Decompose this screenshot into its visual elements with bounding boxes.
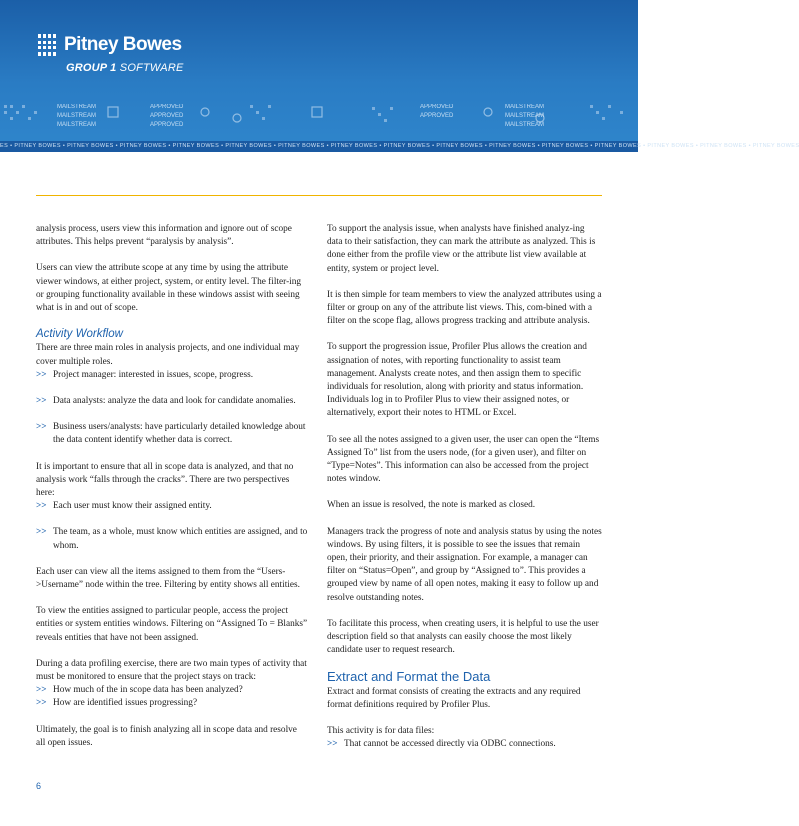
paragraph: To facilitate this process, when creating users, it is helpful to use the user description field so that analysts can easily choose the most likely candidate user to request research.: [327, 618, 599, 656]
bullet-arrow-icon: >>: [36, 685, 47, 696]
group1-software-label: [66, 62, 184, 74]
pattern-word: APPROVED: [150, 104, 184, 110]
list-item-text: Each user must know their assigned entity.: [53, 501, 212, 512]
bullet-arrow-icon: >>: [36, 396, 47, 407]
pattern-word: APPROVED: [150, 113, 184, 119]
pattern-word: APPROVED: [150, 122, 184, 128]
list-item: [36, 526, 308, 552]
list-item: [36, 500, 308, 513]
group-label: GROUP 1: [66, 62, 117, 74]
paragraph: To see all the notes assigned to a given user, the user can open the “Items Assigned To” list from the users node, (for a given user), and filter on “Type=Notes”. This information can also be accessed from the project notes window.: [327, 434, 600, 485]
paragraph: Extract and format consists of creating the extracts and any required format definitions required by Profiler Plus.: [327, 686, 581, 710]
pattern-word: MAILSTREAM: [57, 113, 97, 119]
paragraph: To support the analysis issue, when analysts have finished analyz-ing data to their satisfaction, they can mark the attribute as analyzed. This is done either from the profile view or the attribute list view available at entity, system or project level.: [327, 224, 596, 274]
list-item: [36, 369, 308, 382]
list-item: [36, 697, 308, 710]
pitney-bowes-logo: [36, 34, 182, 56]
list-item-text: That cannot be accessed directly via ODBC connections.: [344, 739, 556, 750]
paragraph: Ultimately, the goal is to finish analyzing all in scope data and resolve all open issues.: [36, 724, 297, 748]
list-item: [36, 395, 308, 408]
pattern-word: MAILSTREAM: [57, 104, 97, 110]
paragraph: Users can view the attribute scope at any time by using the attribute viewer windows, at either project, system, or entity level. The filter-ing or grouping functionality available in these windows assist with seeing what is in and out of scope.: [36, 263, 302, 314]
paragraph: analysis process, users view this information and ignore out of scope attributes. This helps prevent “paralysis by analysis”.: [36, 224, 292, 248]
paragraph: There are three main roles in analysis projects, and one individual may cover multiple roles.: [36, 343, 300, 367]
list-item-text: The team, as a whole, must know which entities are assigned, and to whom.: [53, 527, 308, 551]
mailstream-pattern: [0, 97, 638, 141]
brand-name: Pitney Bowes: [64, 34, 182, 55]
left-column: [36, 223, 308, 763]
pattern-word: MAILSTREAM: [505, 104, 545, 110]
bullet-arrow-icon: >>: [36, 369, 47, 380]
paragraph: This activity is for data files:: [327, 726, 435, 737]
list-item-text: How are identified issues progressing?: [53, 698, 198, 709]
paragraph: When an issue is resolved, the note is marked as closed.: [327, 500, 536, 511]
paragraph: To view the entities assigned to particular people, access the project entities or system entities windows. Filtering on “Assigned To = Blanks” reveals entities that have not been assigned.: [36, 606, 308, 643]
bullet-arrow-icon: >>: [36, 698, 47, 709]
activity-workflow-heading: Activity Workflow: [36, 328, 123, 341]
list-item: [327, 738, 602, 751]
list-item-text: Business users/analysts: have particularly detailed knowledge about the data content identify whether data is correct.: [53, 422, 306, 446]
paragraph: It is important to ensure that all in scope data is analyzed, and that no analysis work “falls through the cracks”. There are two perspectives here:: [36, 461, 294, 499]
pitney-bowes-ticker: ES • PITNEY BOWES • PITNEY BOWES • PITNEY BOWES • PITNEY BOWES • PITNEY BOWES • PITNEY BOWES • PITNEY BOWES • PITNEY BOWES • PITNEY BOWES • PITNEY BOWES • PITNEY BOWES • PITNEY BOWES • PITNEY BOWES • PITNEY BOWES • PITNEY BOWES: [0, 141, 638, 152]
pattern-word: APPROVED: [420, 104, 454, 110]
list-item: [36, 421, 308, 447]
software-label: SOFTWARE: [119, 62, 184, 74]
right-column: [327, 223, 602, 765]
bullet-arrow-icon: >>: [36, 422, 47, 433]
paragraph: Each user can view all the items assigned to them from the “Users->Username” node within the tree. Filtering by entity shows all entities.: [36, 566, 300, 591]
paragraph: To support the progression issue, Profiler Plus allows the creation and assignation of notes, with reporting functionality to assist team management. Analysts create notes, and then assign them to specific individuals for resolution, along with priority and status information. Individuals log in to Profiler Plus to view their assigned notes, or alternatively, export their notes to HTML or Excel.: [327, 342, 587, 419]
list-item-text: Data analysts: analyze the data and look for candidate anomalies.: [53, 396, 296, 407]
pitney-bowes-logo-mark-icon: [36, 34, 58, 56]
pattern-word: APPROVED: [420, 113, 454, 119]
section-rule: [36, 195, 602, 196]
page-number: 6: [36, 781, 42, 791]
list-item-text: How much of the in scope data has been analyzed?: [53, 685, 243, 696]
paragraph: It is then simple for team members to view the analyzed attributes using a filter or group on any of the attribute list views. This, com-bined with a filter on the scope flag, allows progress tracking and attribute analysis.: [327, 289, 602, 327]
extract-format-heading: Extract and Format the Data: [327, 669, 491, 685]
list-item: [36, 684, 308, 697]
bullet-arrow-icon: >>: [36, 501, 47, 512]
bullet-arrow-icon: >>: [36, 527, 47, 538]
bullet-arrow-icon: >>: [327, 739, 338, 750]
pattern-word: MAILSTREAM: [505, 113, 545, 119]
paragraph: Managers track the progress of note and analysis status by using the notes windows. By using filters, it is possible to see the issues that remain open, their priority, and their assignation. For example, a manager can filter on “Status=Open”, and group by “Assigned to”. This provides a grouped view by name of all open notes, making it easy to follow up and resolve outstanding notes.: [327, 526, 602, 603]
list-item-text: Project manager: interested in issues, scope, progress.: [53, 369, 254, 380]
paragraph: During a data profiling exercise, there are two main types of activity that must be monitored to ensure that the project stays on track:: [36, 658, 307, 683]
pattern-word: MAILSTREAM: [57, 122, 97, 128]
header-banner: [0, 0, 799, 152]
pattern-word: MAILSTREAM: [505, 122, 545, 128]
